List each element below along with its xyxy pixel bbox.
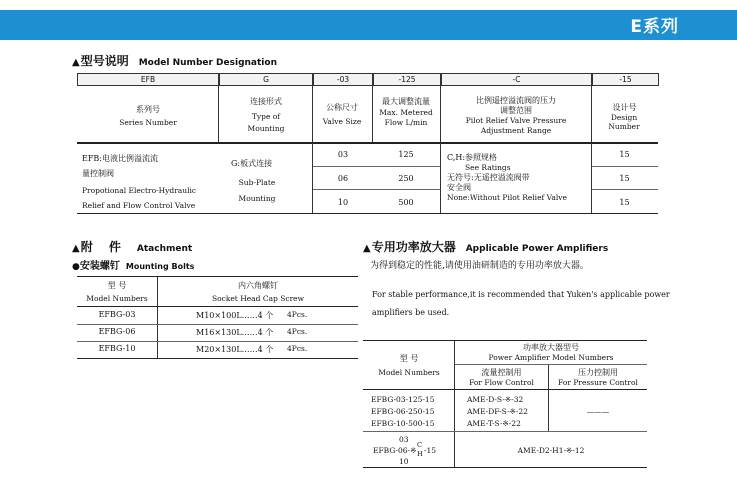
amplifiers-note-cn: 为得到稳定的性能,请使用油研制造的专用功率放大器。 bbox=[370, 261, 589, 271]
amp-type-header: 功率放大器型号 Power Amplifier Model Numbers bbox=[488, 343, 614, 362]
table-rule bbox=[77, 276, 358, 277]
divider bbox=[440, 143, 441, 213]
combo-suffix: -15 bbox=[424, 446, 437, 455]
combo-amp: AME-D2-H1-※-12 bbox=[517, 446, 585, 455]
table-rule bbox=[363, 467, 647, 468]
series-title: E系列 bbox=[630, 17, 679, 37]
flow-control-header: 流量控制用 For Flow Control bbox=[469, 368, 534, 387]
size-06: 06 bbox=[337, 174, 349, 183]
model-designation-title: ▲型号说明 Model Number Designation bbox=[72, 54, 277, 68]
header-banner bbox=[0, 10, 737, 40]
pressure-control-header: 压力控制用 For Pressure Control bbox=[558, 368, 638, 387]
triangle-icon: ▲ bbox=[72, 243, 80, 254]
amp-row-flow: AME-DF-S-※-22 bbox=[467, 407, 528, 416]
amplifiers-title: ▲专用功率放大器 Applicable Power Amplifiers bbox=[363, 240, 609, 254]
triangle-icon: ▲ bbox=[363, 243, 371, 254]
row-rule bbox=[592, 166, 658, 167]
row-rule bbox=[77, 341, 358, 342]
row-rule bbox=[77, 324, 358, 325]
combo-size-bottom: 10 bbox=[399, 457, 409, 466]
amplifiers-note-en-2: amplifiers be used. bbox=[372, 308, 450, 317]
amp-row-model: EFBG-06-250-15 bbox=[371, 407, 435, 416]
bolt-row-model: EFBG-10 bbox=[98, 344, 136, 353]
bolt-screw-header: 内六角螺钉 Socket Head Cap Screw bbox=[211, 281, 305, 303]
bolt-row-qty: 4Pcs. bbox=[287, 327, 308, 336]
max-flow-header: 最大调整流量 Max. Metered Flow L/min bbox=[379, 97, 433, 127]
amp-row-flow: AME-T-S-※-22 bbox=[467, 419, 521, 428]
table-rule bbox=[363, 340, 647, 341]
bolt-row-spec: M20×130L……4 个 bbox=[196, 345, 274, 354]
bolt-row-model: EFBG-06 bbox=[98, 327, 136, 336]
amp-model-header: 型 号 Model Numbers bbox=[378, 354, 440, 377]
combo-prefix: EFBG-06-※ bbox=[373, 446, 417, 455]
size-10: 10 bbox=[337, 198, 349, 207]
attachment-title: ▲附 件 Atachment bbox=[72, 240, 193, 254]
amp-row-flow: AME-D-S-※-32 bbox=[467, 395, 524, 404]
combo-size-top: 03 bbox=[399, 435, 409, 444]
amplifiers-note-en-1: For stable performance,it is recommended that Yuken's applicable power bbox=[372, 290, 670, 299]
flow-250: 250 bbox=[398, 174, 414, 183]
row-rule bbox=[592, 189, 658, 190]
amp-row-model: EFBG-10-500-15 bbox=[371, 419, 435, 428]
bolt-row-spec: M10×100L……4 个 bbox=[196, 311, 274, 320]
bolt-row-qty: 4Pcs. bbox=[287, 310, 308, 319]
code-design: -15 bbox=[592, 73, 659, 86]
triangle-icon: ▲ bbox=[72, 57, 80, 68]
row-rule bbox=[455, 364, 647, 365]
table-rule bbox=[363, 389, 647, 390]
design-15-c: 15 bbox=[619, 198, 630, 207]
size-03: 03 bbox=[337, 150, 349, 159]
flow-500: 500 bbox=[398, 198, 414, 207]
code-size: -03 bbox=[313, 73, 373, 86]
table-rule bbox=[77, 306, 358, 307]
code-mounting: G bbox=[219, 73, 313, 86]
table-rule bbox=[77, 213, 658, 214]
table-rule bbox=[77, 142, 658, 144]
bolt-model-header: 型 号 Model Numbers bbox=[86, 281, 148, 303]
valve-size-header: 公称尺寸 Valve Size bbox=[322, 103, 362, 126]
mounting-bolts-title: ●安装螺钉 Mounting Bolts bbox=[72, 261, 195, 272]
bullet-icon: ● bbox=[72, 262, 80, 272]
mounting-description: G:板式连接 Sub-Plate Mounting bbox=[231, 159, 276, 203]
flow-125: 125 bbox=[398, 150, 414, 159]
series-description: EFB:电液比例溢流流量控制阀 Propotional Electro-Hydraulic Relief and Flow Control Valve bbox=[82, 154, 197, 210]
combo-option-h: H bbox=[417, 450, 423, 458]
code-flow: -125 bbox=[373, 73, 441, 86]
row-rule bbox=[313, 189, 440, 190]
design-15-b: 15 bbox=[619, 174, 630, 183]
divider bbox=[218, 86, 219, 142]
bolt-row-spec: M16×130L……4 个 bbox=[196, 328, 274, 337]
pressure-range-header: 比例遥控溢流阀的压力调整范围 Pilot Relief Valve Pressure Adjustment Range bbox=[465, 96, 567, 135]
code-pressure: -C bbox=[441, 73, 592, 86]
mounting-type-header: 连接形式 Type of Mounting bbox=[247, 97, 285, 133]
bolt-row-model: EFBG-03 bbox=[98, 310, 136, 319]
row-rule bbox=[313, 166, 440, 167]
table-rule bbox=[77, 358, 358, 359]
row-rule bbox=[363, 431, 647, 432]
pressure-options: C,H:参照规格 See Ratings 无符号:无遥控溢流阀带安全阀 None:Without Pilot Relief Valve bbox=[447, 153, 567, 202]
combo-option-c: C bbox=[417, 441, 422, 449]
bolt-row-qty: 4Pcs. bbox=[287, 344, 308, 353]
design-number-header: 设计号 Design Number bbox=[608, 103, 640, 131]
amp-row-model: EFBG-03-125-15 bbox=[371, 395, 435, 404]
design-15-a: 15 bbox=[619, 150, 630, 159]
series-number-header: 系列号 Series Number bbox=[119, 105, 177, 127]
code-series: EFB bbox=[77, 73, 219, 86]
pressure-dash: ——— bbox=[586, 407, 610, 416]
